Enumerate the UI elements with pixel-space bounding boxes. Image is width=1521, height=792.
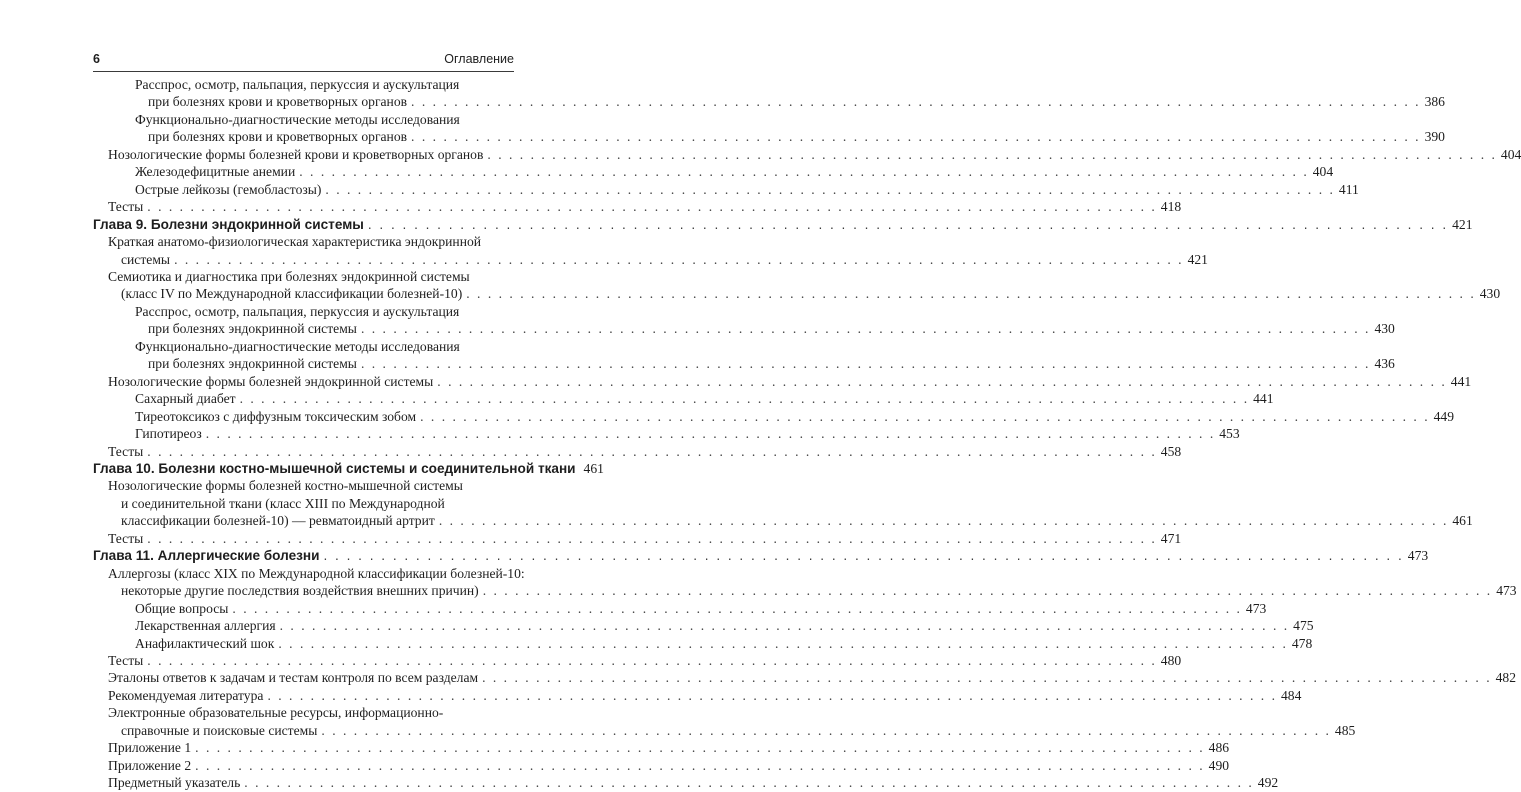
toc-entry-text: и соединительной ткани (класс XIII по Международной [121, 495, 445, 511]
toc-entry-text: системы [121, 251, 171, 267]
toc-entry-text: Нозологические формы болезней костно-мышечной системы [108, 478, 463, 494]
leader-dots [361, 320, 1371, 337]
toc-entry-text: некоторые другие последствия воздействия внешних причин) [121, 583, 479, 599]
leader-dots [244, 774, 1254, 791]
leader-dots [195, 739, 1205, 756]
toc-page-number: 418 [1160, 199, 1182, 215]
leader-dots [411, 128, 1421, 145]
toc-entry-text: Нозологические формы болезней эндокринной системы [108, 373, 434, 389]
leader-dots [195, 757, 1205, 774]
toc-entry-text: Приложение 1 [108, 740, 192, 756]
toc-entry-text: при болезнях эндокринной системы [148, 321, 357, 337]
toc-entry[interactable] [93, 477, 1473, 529]
toc-entry[interactable] [93, 652, 1182, 669]
toc-entry-text: справочные и поисковые системы [121, 722, 318, 738]
toc-entry[interactable] [93, 338, 1395, 373]
toc-entry[interactable] [93, 774, 1279, 791]
toc-entry[interactable] [93, 163, 1334, 180]
toc-entry[interactable] [93, 198, 1182, 215]
toc-entry-text: Краткая анатомо-физиологическая характеристика эндокринной [108, 234, 482, 250]
leader-dots [321, 722, 1331, 739]
toc-page-number: 386 [1424, 94, 1445, 110]
toc-entry-text: Тесты [108, 443, 144, 459]
toc-entry[interactable] [93, 704, 1356, 739]
toc-page-number: 453 [1219, 426, 1240, 442]
toc-page-number: 430 [1374, 321, 1395, 337]
toc-page-number: 482 [1495, 670, 1516, 686]
toc-page-number: 490 [1208, 757, 1230, 773]
toc-page-number: 441 [1450, 373, 1472, 389]
toc-page-number: 458 [1160, 443, 1182, 459]
toc-page-number: 411 [1338, 181, 1359, 197]
leader-dots [232, 600, 1242, 617]
toc-entry[interactable] [93, 181, 1359, 198]
leader-dots [174, 251, 1184, 268]
toc-page-number: 404 [1500, 146, 1521, 162]
toc-entry-text: Анафилактический шок [135, 635, 275, 651]
toc-entry-text: Тесты [108, 530, 144, 546]
toc-entry-text: Гипотиреоз [135, 426, 202, 442]
page-number: 6 [93, 52, 100, 66]
leader-dots [240, 390, 1250, 407]
toc-page-number: 480 [1160, 652, 1182, 668]
leader-dots [439, 512, 1449, 529]
toc-page-number: 436 [1374, 356, 1395, 372]
leader-dots [361, 355, 1371, 372]
toc-entry[interactable] [93, 146, 1521, 163]
toc-entry-text: при болезнях эндокринной системы [148, 356, 357, 372]
leader-dots [267, 687, 1277, 704]
toc-chapter[interactable] [93, 460, 604, 477]
toc-entry[interactable] [93, 443, 1182, 460]
toc-entry[interactable] [93, 600, 1267, 617]
toc-page-number: 390 [1424, 129, 1445, 145]
toc-entry[interactable] [93, 303, 1395, 338]
leader-dots [147, 652, 1157, 669]
toc-page-number: 485 [1334, 722, 1356, 738]
toc-entry[interactable] [93, 233, 1208, 268]
toc-entry[interactable] [93, 669, 1516, 686]
toc-chapter-title: Глава 10. Болезни костно-мышечной системы и соединительной ткани [93, 460, 576, 476]
toc-entry-text: Тесты [108, 199, 144, 215]
leader-dots [483, 582, 1493, 599]
toc-chapter-title: Глава 9. Болезни эндокринной системы [93, 216, 364, 232]
toc-entry[interactable] [93, 739, 1230, 756]
toc-entry-text: Общие вопросы [135, 600, 229, 616]
toc-entry-text: (класс IV по Международной классификации болезней-10) [121, 286, 463, 302]
table-of-contents [93, 76, 1521, 792]
toc-entry[interactable] [93, 687, 1302, 704]
toc-entry-text: Эталоны ответов к задачам и тестам контроля по всем разделам [108, 670, 479, 686]
toc-entry[interactable] [93, 757, 1230, 774]
toc-entry[interactable] [93, 373, 1472, 390]
toc-page-number: 484 [1280, 687, 1302, 703]
toc-entry-text: Нозологические формы болезней крови и кроветворных органов [108, 146, 484, 162]
toc-entry-text: Железодефицитные анемии [135, 164, 296, 180]
toc-entry-text: Электронные образовательные ресурсы, информационно- [108, 705, 444, 721]
leader-dots [420, 408, 1430, 425]
toc-entry[interactable] [93, 76, 1445, 111]
toc-entry[interactable] [93, 111, 1445, 146]
toc-entry[interactable] [93, 268, 1501, 303]
toc-entry-text: Расспрос, осмотр, пальпация, перкуссия и аускультация [135, 77, 460, 92]
toc-page-number: 473 [1407, 548, 1429, 564]
toc-chapter-title: Глава 11. Аллергические болезни [93, 548, 320, 564]
toc-entry[interactable] [93, 408, 1454, 425]
leader-dots [466, 285, 1476, 302]
leader-dots [325, 181, 1335, 198]
toc-chapter[interactable] [93, 547, 1429, 564]
leader-dots [368, 216, 1448, 233]
toc-entry-text: Предметный указатель [108, 775, 241, 791]
toc-entry-text: Семиотика и диагностика при болезнях эндокринной системы [108, 268, 470, 284]
page-header [93, 49, 514, 72]
toc-page-number: 478 [1291, 635, 1313, 651]
toc-entry-text: при болезнях крови и кроветворных органов [148, 94, 408, 110]
toc-page-number: 475 [1293, 618, 1314, 634]
toc-entry-text: Тесты [108, 652, 144, 668]
toc-page-number: 461 [583, 460, 604, 476]
toc-entry-text: Аллергозы (класс XIX по Международной классификации болезней-10: [108, 565, 525, 581]
toc-entry-text: Рекомендуемая литература [108, 687, 264, 703]
toc-page-number: 461 [1452, 513, 1473, 529]
toc-entry-text: Сахарный диабет [135, 391, 236, 407]
toc-entry-text: Тиреотоксикоз с диффузным токсическим зобом [135, 408, 417, 424]
toc-page-number: 449 [1433, 408, 1454, 424]
toc-entry-text: при болезнях крови и кроветворных органов [148, 129, 408, 145]
toc-entry[interactable] [93, 565, 1517, 600]
toc-entry-text: Лекарственная аллергия [135, 618, 276, 634]
leader-dots [482, 669, 1492, 686]
toc-entry[interactable] [93, 617, 1314, 634]
leader-dots [324, 547, 1404, 564]
leader-dots [147, 198, 1157, 215]
toc-page-number: 421 [1452, 216, 1473, 232]
toc-entry-text: Расспрос, осмотр, пальпация, перкуссия и аускультация [135, 303, 460, 319]
leader-dots [487, 146, 1497, 163]
toc-page-number: 430 [1479, 286, 1501, 302]
leader-dots [147, 443, 1157, 460]
toc-page-number: 473 [1245, 600, 1267, 616]
toc-entry-text: Функционально-диагностические методы исследования [135, 338, 460, 354]
leader-dots [206, 425, 1216, 442]
toc-page-number: 404 [1312, 164, 1334, 180]
toc-entry-text: Острые лейкозы (гемобластозы) [135, 181, 322, 197]
leader-dots [147, 530, 1157, 547]
leader-dots [437, 373, 1447, 390]
toc-entry-text: Приложение 2 [108, 757, 192, 773]
leader-dots [411, 93, 1421, 110]
toc-entry[interactable] [93, 635, 1313, 652]
toc-entry[interactable] [93, 425, 1240, 442]
toc-chapter[interactable] [93, 216, 1473, 233]
running-title: Оглавление [444, 52, 514, 66]
toc-entry[interactable] [93, 390, 1274, 407]
toc-entry-text: классификации болезней-10) — ревматоидный артрит [121, 513, 435, 529]
toc-entry-text: Функционально-диагностические методы исследования [135, 111, 460, 127]
toc-page-number: 441 [1253, 391, 1274, 407]
toc-entry[interactable] [93, 530, 1182, 547]
leader-dots [278, 635, 1288, 652]
toc-page-number: 421 [1187, 251, 1208, 267]
toc-page-number: 473 [1496, 583, 1517, 599]
toc-page-number: 492 [1257, 775, 1279, 791]
toc-page-number: 471 [1160, 530, 1182, 546]
leader-dots [280, 617, 1290, 634]
toc-page-number: 486 [1208, 740, 1230, 756]
leader-dots [299, 163, 1309, 180]
